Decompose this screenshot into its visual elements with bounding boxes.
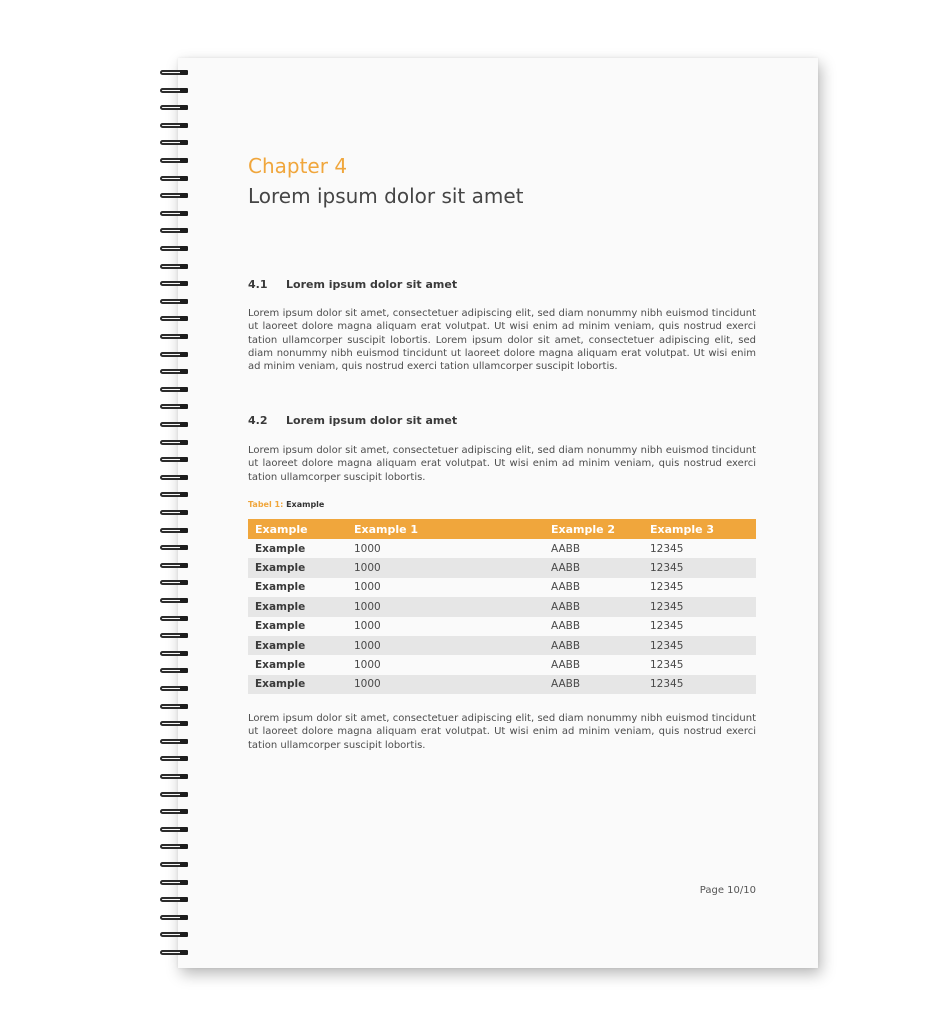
table-caption-prefix: Tabel 1: <box>248 500 284 509</box>
table-header-cell: Example 2 <box>544 519 643 539</box>
table-row <box>248 578 756 597</box>
table-cell: 1000 <box>354 542 381 555</box>
spiral-ring <box>160 402 188 411</box>
table-cell: 12345 <box>650 659 684 672</box>
spiral-ring <box>160 191 188 200</box>
spiral-ring <box>160 490 188 499</box>
section-paragraph: Lorem ipsum dolor sit amet, consectetuer adipiscing elit, sed diam nonummy nibh euismod tincidunt ut laoreet dolore magna aliquam erat volutpat. Ut wisi enim ad minim veniam, quis nostrud exerci tation ullamcorper suscipit lobortis. Lorem ipsum dolor sit amet, consectetuer adipiscing elit, sed diam nonummy nibh euismod tincidunt ut laoreet dolore magna aliquam erat volutpat. Ut wisi enim ad minim veniam, quis nostrud exerci tation ullamcorper suscipit lobortis. <box>248 308 756 373</box>
spiral-ring <box>160 508 188 517</box>
table-cell: Example <box>255 620 306 633</box>
spiral-ring <box>160 103 188 112</box>
spiral-ring <box>160 596 188 605</box>
table-cell: 1000 <box>347 636 544 655</box>
table-cell: AABB <box>544 636 643 655</box>
section-number: 4.2 <box>248 414 268 427</box>
spiral-ring <box>160 121 188 130</box>
spiral-ring <box>160 878 188 887</box>
closing-paragraph: Lorem ipsum dolor sit amet, consectetuer adipiscing elit, sed diam nonummy nibh euismod tincidunt ut laoreet dolore magna aliquam erat volutpat. Ut wisi enim ad minim veniam, quis nostrud exerci tation ullamcorper suscipit lobortis. <box>248 713 756 751</box>
table-cell: 1000 <box>347 558 544 577</box>
spiral-ring <box>160 350 188 359</box>
spiral-ring <box>160 420 188 429</box>
spiral-ring <box>160 138 188 147</box>
table-cell: AABB <box>551 659 581 672</box>
table-cell: Example <box>255 659 306 672</box>
table-row <box>248 597 756 616</box>
spiral-ring <box>160 860 188 869</box>
table-cell: AABB <box>544 597 643 616</box>
spiral-ring <box>160 578 188 587</box>
table-cell: 12345 <box>650 581 684 594</box>
spiral-ring <box>160 948 188 957</box>
spiral-ring <box>160 702 188 711</box>
spiral-ring <box>160 244 188 253</box>
spiral-ring <box>160 754 188 763</box>
table-header-cell: Example 3 <box>643 519 756 539</box>
table-cell: 1000 <box>347 675 544 694</box>
table-cell: AABB <box>551 542 581 555</box>
table-caption <box>248 500 324 509</box>
spiral-ring <box>160 385 188 394</box>
spiral-ring <box>160 68 188 77</box>
table-cell: 1000 <box>354 620 381 633</box>
table-row <box>248 675 756 694</box>
spiral-ring <box>160 614 188 623</box>
table-cell: AABB <box>551 620 581 633</box>
spiral-ring <box>160 297 188 306</box>
section-number: 4.1 <box>248 278 268 291</box>
section-heading <box>248 414 756 427</box>
table-cell: AABB <box>544 675 643 694</box>
page-number: Page 10/10 <box>699 885 756 896</box>
table-cell: Example <box>255 542 306 555</box>
spiral-ring <box>160 438 188 447</box>
table-row <box>248 539 756 558</box>
table-caption-text: Example <box>286 500 325 509</box>
table-row <box>248 617 756 636</box>
table-row <box>248 636 756 655</box>
table-cell: Example <box>248 636 347 655</box>
table-cell: Example <box>248 675 347 694</box>
table-cell: Example <box>248 558 347 577</box>
table-header-cell: Example 1 <box>347 519 544 539</box>
example-table <box>248 519 756 694</box>
spiral-ring <box>160 473 188 482</box>
spiral-ring <box>160 649 188 658</box>
spiral-ring <box>160 719 188 728</box>
spiral-ring <box>160 332 188 341</box>
spiral-ring <box>160 772 188 781</box>
section-heading <box>248 278 756 291</box>
table-cell: 12345 <box>643 558 756 577</box>
spiral-ring <box>160 895 188 904</box>
table-cell: AABB <box>551 581 581 594</box>
table-cell: 12345 <box>643 675 756 694</box>
table-row <box>248 655 756 674</box>
spiral-ring <box>160 790 188 799</box>
section-title: Lorem ipsum dolor sit amet <box>286 278 458 291</box>
table-cell: 12345 <box>643 597 756 616</box>
spiral-ring <box>160 561 188 570</box>
spiral-ring <box>160 314 188 323</box>
table-cell: 1000 <box>347 597 544 616</box>
table-cell: 1000 <box>354 581 381 594</box>
table-cell: Example <box>248 597 347 616</box>
spiral-ring <box>160 279 188 288</box>
spiral-ring <box>160 226 188 235</box>
spiral-ring <box>160 913 188 922</box>
spiral-ring <box>160 842 188 851</box>
spiral-ring <box>160 262 188 271</box>
table-cell: 12345 <box>650 542 684 555</box>
section-paragraph: Lorem ipsum dolor sit amet, consectetuer adipiscing elit, sed diam nonummy nibh euismod tincidunt ut laoreet dolore magna aliquam erat volutpat. Ut wisi enim ad minim veniam, quis nostrud exerci tation ullamcorper suscipit lobortis. <box>248 445 756 483</box>
chapter-label: Chapter 4 <box>248 154 348 178</box>
spiral-ring <box>160 684 188 693</box>
spiral-ring <box>160 367 188 376</box>
spiral-ring <box>160 526 188 535</box>
spiral-ring <box>160 543 188 552</box>
spiral-ring <box>160 86 188 95</box>
table-cell: 1000 <box>354 659 381 672</box>
spiral-ring <box>160 209 188 218</box>
spiral-ring <box>160 156 188 165</box>
table-cell: Example <box>255 581 306 594</box>
chapter-title: Lorem ipsum dolor sit amet <box>248 184 524 208</box>
spiral-ring <box>160 631 188 640</box>
spiral-ring <box>160 455 188 464</box>
spiral-ring <box>160 930 188 939</box>
table-row <box>248 558 756 577</box>
spiral-ring <box>160 807 188 816</box>
table-cell: AABB <box>544 558 643 577</box>
table-cell: 12345 <box>650 620 684 633</box>
spiral-ring <box>160 666 188 675</box>
spiral-binding <box>160 68 190 958</box>
table-cell: 12345 <box>643 636 756 655</box>
section-title: Lorem ipsum dolor sit amet <box>286 414 458 427</box>
spiral-ring <box>160 737 188 746</box>
spiral-ring <box>160 825 188 834</box>
spiral-ring <box>160 174 188 183</box>
table-header-cell: Example <box>248 519 347 539</box>
table-header-row <box>248 519 756 539</box>
